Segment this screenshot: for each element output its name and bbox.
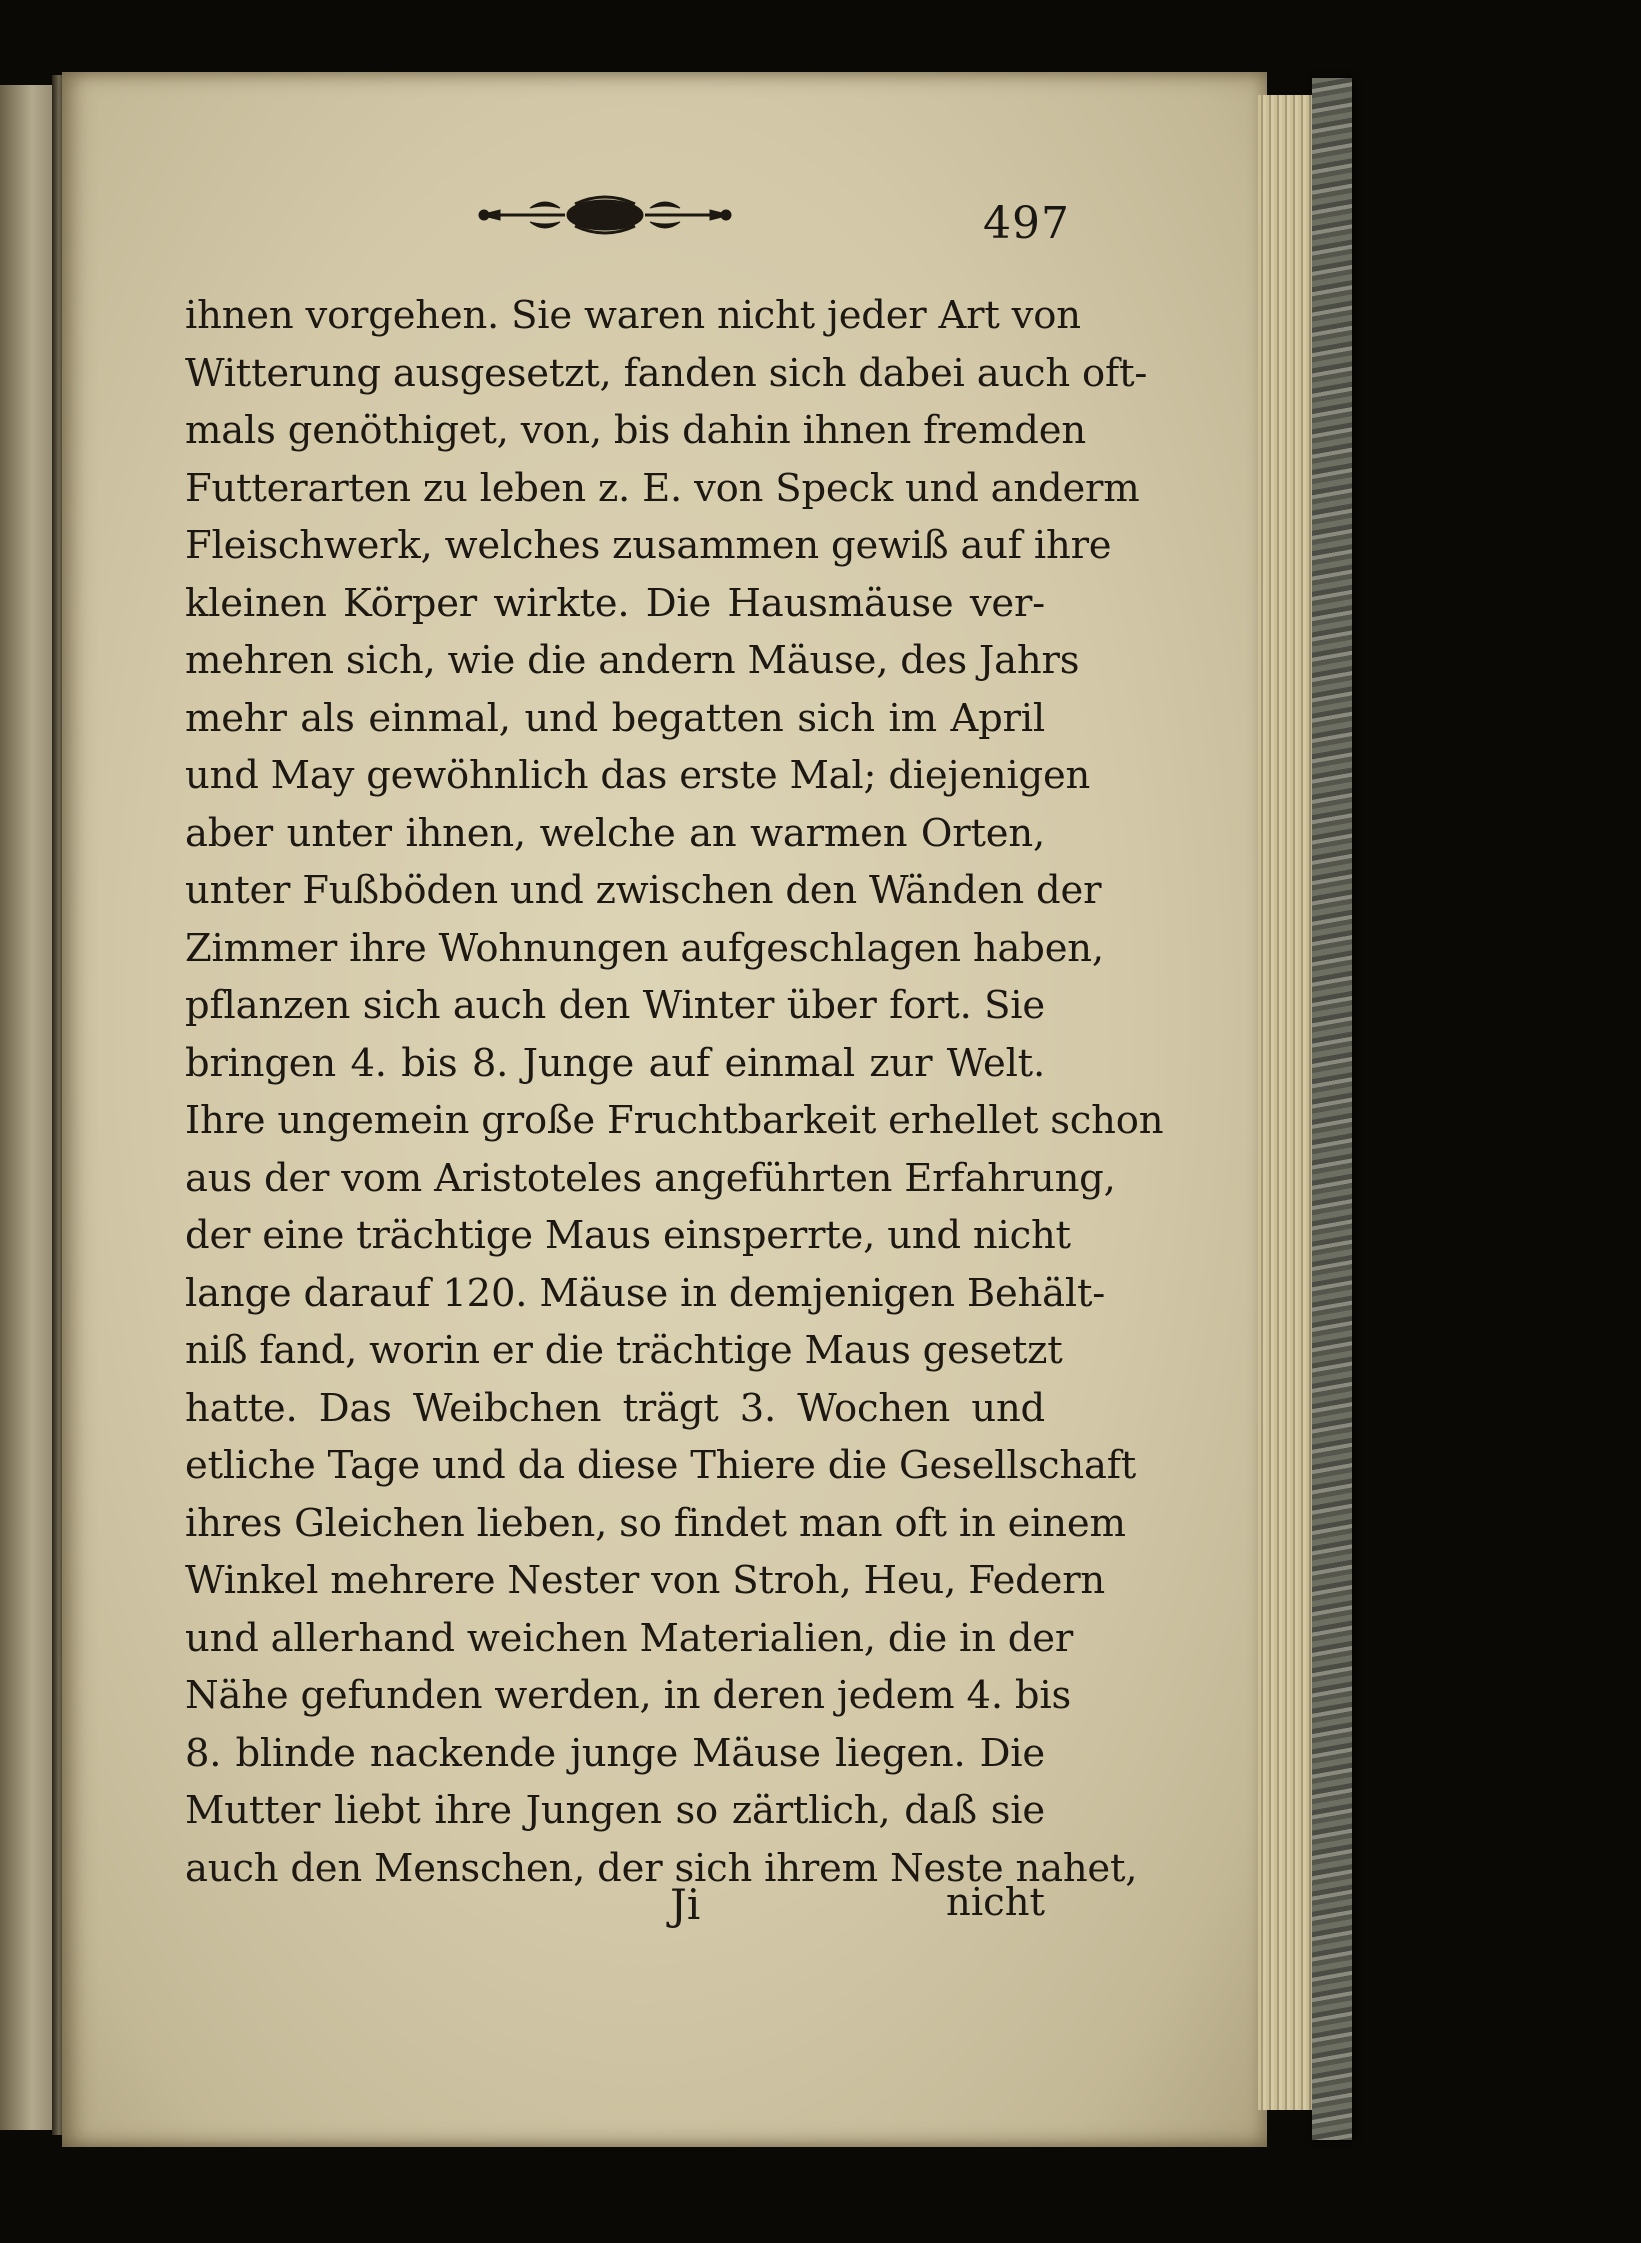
text-line: lange darauf 120. Mäuse in demjenigen Behält- (185, 1270, 1106, 1316)
text-line: mehr als einmal, und begatten sich im April (185, 695, 1045, 741)
text-line: Futterarten zu leben z. E. von Speck und anderm (185, 465, 1140, 511)
previous-page-edge (0, 85, 58, 2130)
body-text (185, 287, 1164, 1897)
text-line: Witterung ausgesetzt, fanden sich dabei auch oft- (185, 350, 1148, 396)
text-line: kleinen Körper wirkte. Die Hausmäuse ver- (185, 580, 1045, 626)
text-line: der eine trächtige Maus einsperrte, und nicht (185, 1213, 1071, 1258)
text-line: bringen 4. bis 8. Junge auf einmal zur Welt. (185, 1040, 1045, 1086)
text-line: Nähe gefunden werden, in deren jedem 4. bis (185, 1673, 1072, 1718)
text-line: und allerhand weichen Materialien, die in der (185, 1615, 1074, 1661)
text-line: etliche Tage und da diese Thiere die Gesellschaft (185, 1443, 1137, 1488)
text-line: pflanzen sich auch den Winter über fort. Sie (185, 983, 1045, 1028)
footer-catchwords (670, 1880, 1045, 1940)
text-line: Fleischwerk, welches zusammen gewiß auf ihre (185, 523, 1112, 568)
text-line: Ihre ungemein große Fruchtbarkeit erhellet schon (185, 1098, 1164, 1143)
text-line: aber unter ihnen, welche an warmen Orten, (185, 810, 1045, 856)
text-line: ihres Gleichen lieben, so findet man oft in einem (185, 1500, 1126, 1546)
text-line: aus der vom Aristoteles angeführten Erfahrung, (185, 1155, 1116, 1201)
text-line: und May gewöhnlich das erste Mal; diejenigen (185, 753, 1091, 798)
text-line: mehren sich, wie die andern Mäuse, des Jahrs (185, 638, 1080, 683)
marbled-cover-edge (1312, 78, 1352, 2140)
text-line: unter Fußböden und zwischen den Wänden der (185, 868, 1102, 913)
printers-ornament-icon (470, 190, 740, 240)
text-line: ihnen vorgehen. Sie waren nicht jeder Art von (185, 293, 1081, 338)
signature-mark: Ji (670, 1880, 701, 1929)
page-number: 497 (983, 198, 1070, 249)
text-line: mals genöthiget, von, bis dahin ihnen fremden (185, 408, 1086, 453)
text-line: niß fand, worin er die trächtige Maus gesetzt (185, 1328, 1063, 1373)
text-line: 8. blinde nackende junge Mäuse liegen. Die (185, 1730, 1045, 1776)
text-line: auch den Menschen, der sich ihrem Neste nahet, (185, 1845, 1138, 1891)
text-line: Zimmer ihre Wohnungen aufgeschlagen haben, (185, 925, 1104, 971)
text-line: Mutter liebt ihre Jungen so zärtlich, daß sie (185, 1788, 1045, 1833)
catchword: nicht (946, 1880, 1045, 1925)
text-line: hatte. Das Weibchen trägt 3. Wochen und (185, 1385, 1045, 1431)
page-edges (1258, 95, 1320, 2110)
text-line: Winkel mehrere Nester von Stroh, Heu, Federn (185, 1558, 1106, 1603)
